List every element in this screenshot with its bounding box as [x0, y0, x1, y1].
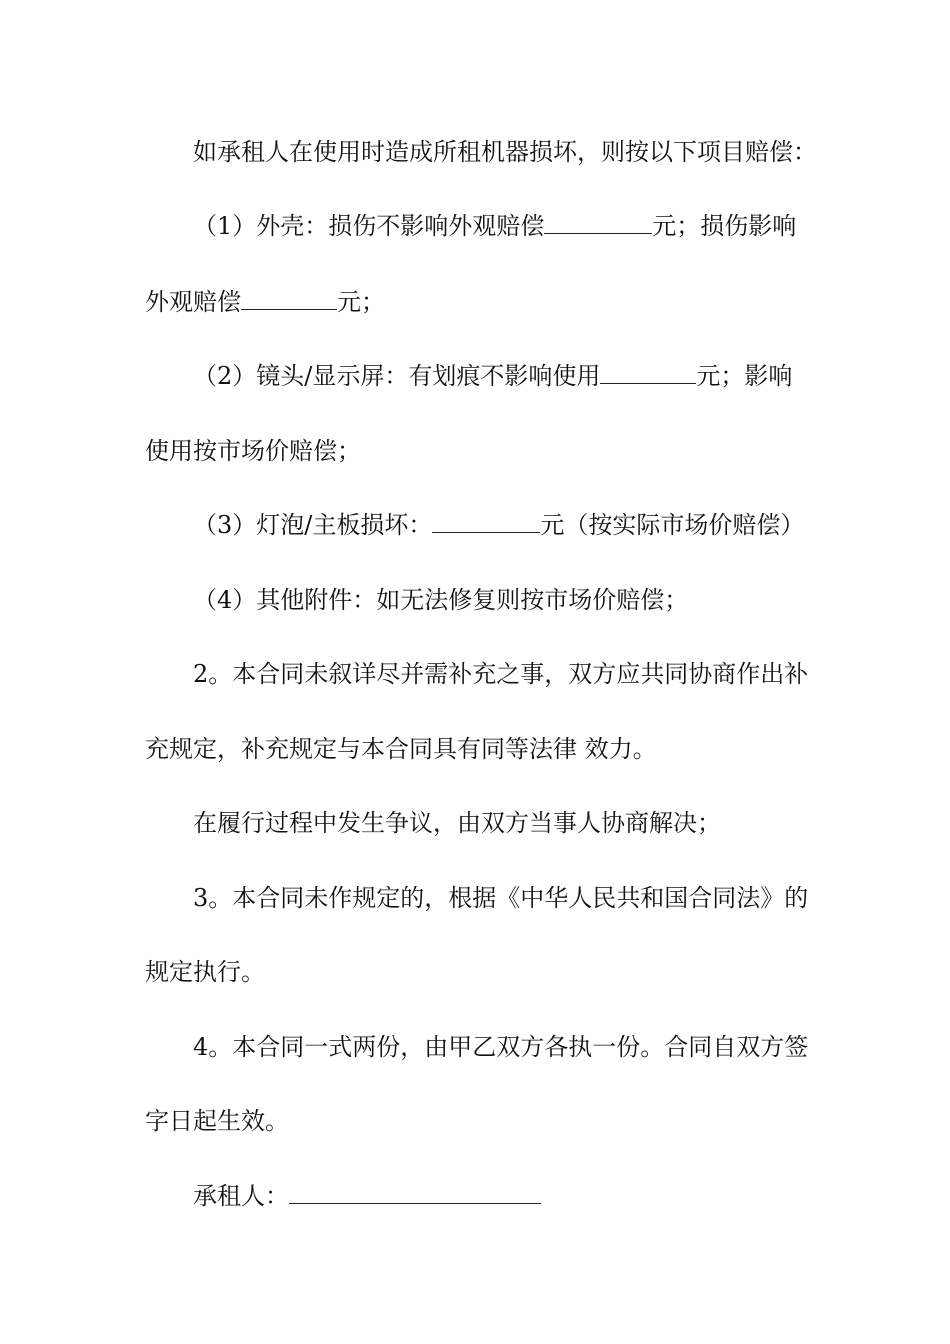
fill-blank[interactable]	[432, 510, 540, 533]
item-text: （1）外壳：损伤不影响外观赔偿 元；损伤影响	[193, 212, 797, 240]
clause-4-line2: 字日起生效。	[145, 1107, 289, 1135]
clause-3-line1: 3。本合同未作规定的，根据《中华人民共和国合同法》的	[193, 884, 809, 912]
item-3-bulb-board: （3）灯泡/主板损坏： 元（按实际市场价赔偿）	[193, 511, 805, 539]
fill-blank[interactable]	[600, 361, 696, 384]
item-1-casing-line1	[193, 210, 810, 242]
paragraph-damage-intro	[193, 136, 817, 168]
item-2-screen-line1: （2）镜头/显示屏：有划痕不影响使用 元；影响	[193, 362, 793, 390]
fill-blank[interactable]	[241, 287, 337, 310]
clause-4-line1: 4。本合同一式两份，由甲乙双方各执一份。合同自双方签	[193, 1033, 809, 1061]
item-4-accessories: （4）其他附件：如无法修复则按市场价赔偿；	[193, 586, 689, 614]
signature-blank[interactable]	[289, 1181, 541, 1204]
signature-lessee	[193, 1180, 810, 1212]
paragraph-text: 如承租人在使用时造成所租机器损坏，则按以下项目赔偿：	[193, 138, 817, 166]
clause-3-line2: 规定执行。	[145, 958, 265, 986]
fill-blank[interactable]	[544, 211, 652, 234]
item-2-screen-line2: 使用按市场价赔偿；	[145, 437, 361, 465]
dispute-clause: 在履行过程中发生争议，由双方当事人协商解决；	[193, 809, 721, 837]
item-1-casing-line2: 外观赔偿 元；	[145, 288, 385, 316]
clause-2-line2: 充规定，补充规定与本合同具有同等法律 效力。	[145, 735, 657, 763]
signature-label: 承租人：	[193, 1182, 289, 1210]
clause-2-line1: 2。本合同未叙详尽并需补充之事，双方应共同协商作出补	[193, 660, 809, 688]
